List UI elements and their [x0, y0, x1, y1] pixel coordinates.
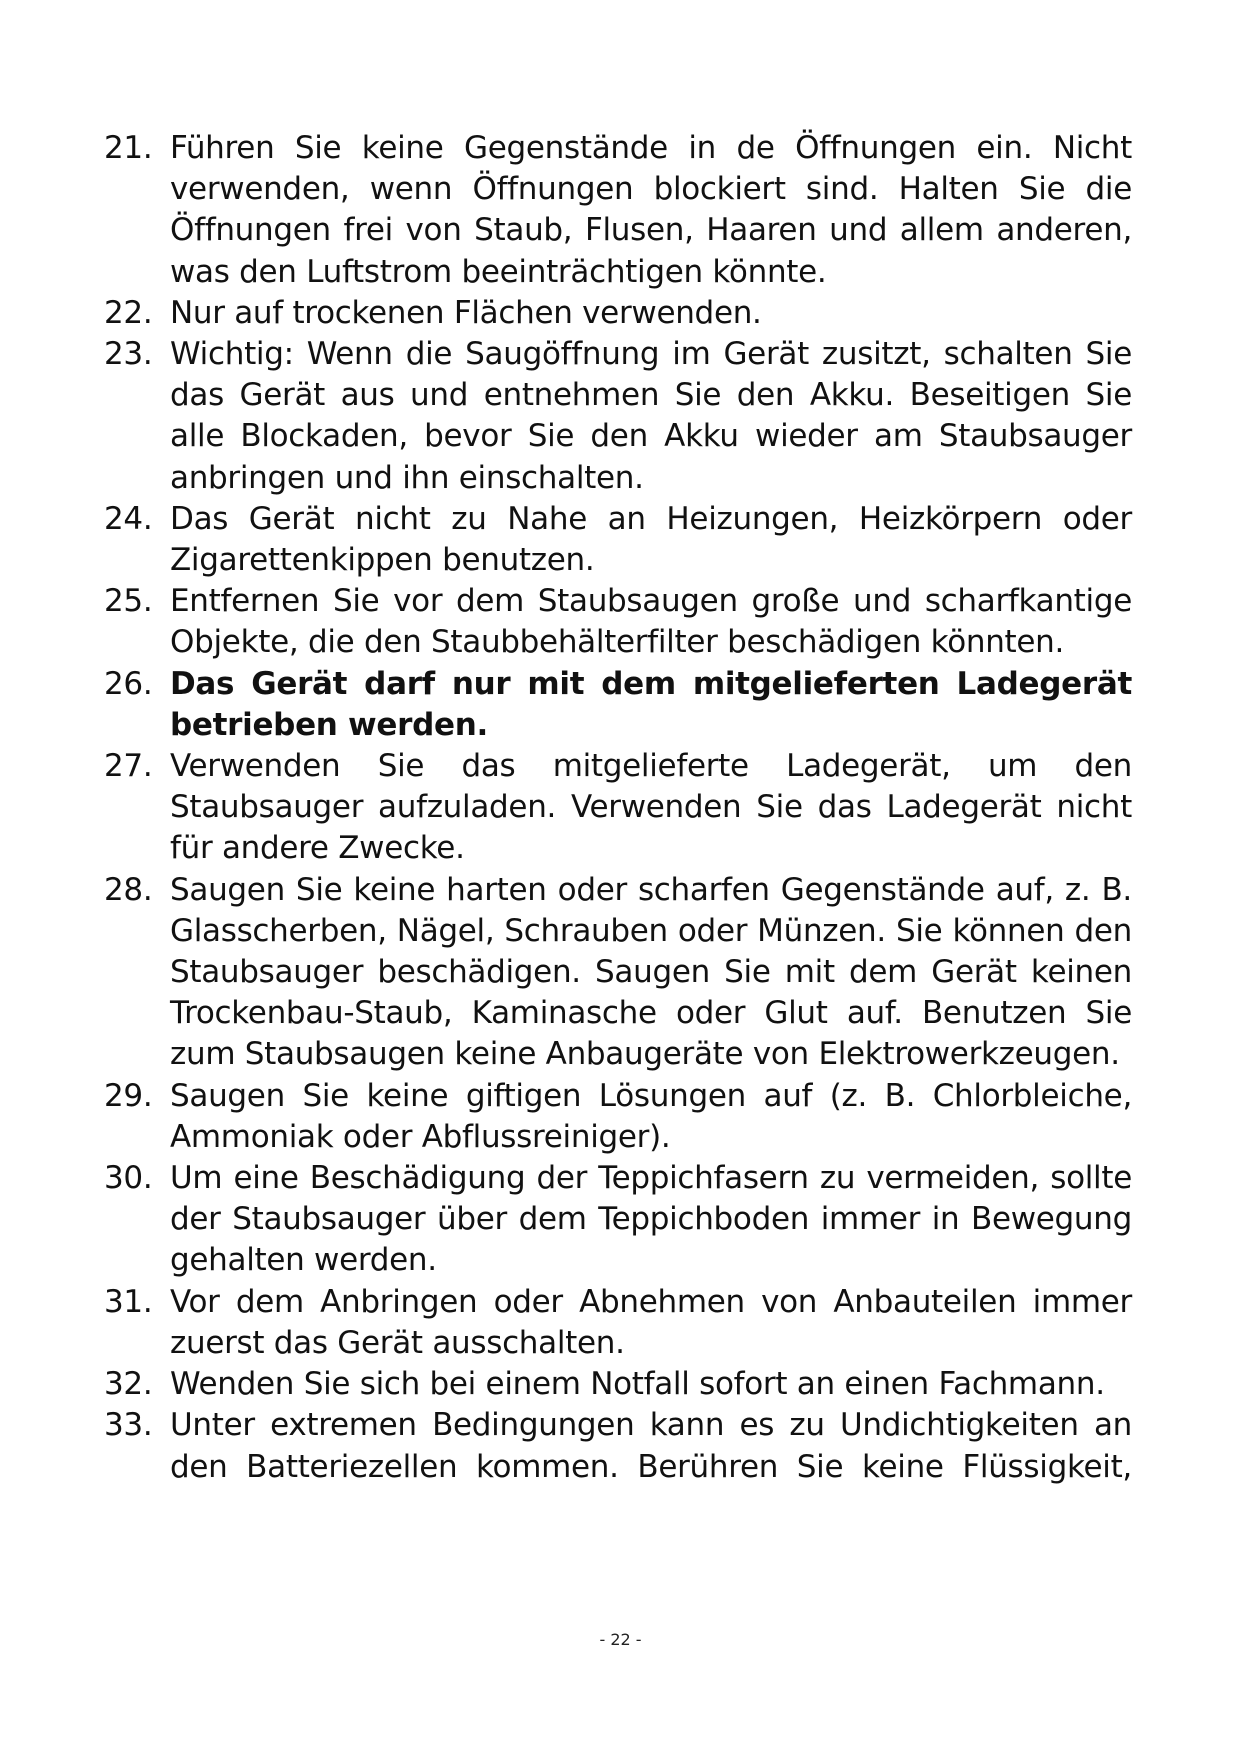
- item-text: Das Gerät nicht zu Nahe an Heizungen, Heizkörpern oder Zigarettenkippen benutzen.: [170, 500, 1132, 579]
- list-item-27: [104, 746, 1132, 870]
- item-number: 30.: [104, 1160, 153, 1197]
- item-text: Führen Sie keine Gegenstände in de Öffnungen ein. Nicht verwenden, wenn Öffnungen blockiert sind. Halten Sie die Öffnungen frei von Staub, Flusen, Haaren und allem anderen, was den Luftstrom beeinträchtigen könnte.: [170, 130, 1132, 290]
- item-text-bold: Das Gerät darf nur mit dem mitgelieferten Ladegerät betrieben werden.: [170, 665, 1132, 743]
- item-number: 23.: [104, 336, 153, 373]
- item-number: 24.: [104, 500, 153, 537]
- item-text: Wenden Sie sich bei einem Notfall sofort an einen Fachmann.: [170, 1366, 1105, 1403]
- list-item-25: [104, 581, 1132, 663]
- item-number: 27.: [104, 748, 153, 785]
- item-text: Entfernen Sie vor dem Staubsaugen große und scharfkantige Objekte, die den Staubbehälterfilter beschädigen könnten.: [170, 583, 1132, 661]
- item-number: 31.: [104, 1283, 153, 1320]
- list-item-22: [104, 293, 1132, 334]
- item-text: Saugen Sie keine giftigen Lösungen auf (z. B. Chlorbleiche, Ammoniak oder Abflussreiniger).: [170, 1077, 1132, 1155]
- item-text: Saugen Sie keine harten oder scharfen Gegenstände auf, z. B. Glasscherben, Nägel, Schrauben oder Münzen. Sie können den Staubsauger beschädigen. Saugen Sie mit dem Gerät keinen Trockenbau-Staub, Kaminasche oder Glut auf. Benutzen Sie zum Staubsaugen keine Anbaugeräte von Elektrowerkzeugen.: [170, 871, 1132, 1073]
- list-item-33: [104, 1405, 1132, 1487]
- item-text: Unter extremen Bedingungen kann es zu Undichtigkeiten an den Batteriezellen kommen. Berühren Sie keine Flüssigkeit,: [170, 1407, 1132, 1485]
- item-text: Wichtig: Wenn die Saugöffnung im Gerät zusitzt, schalten Sie das Gerät aus und entnehmen Sie den Akku. Beseitigen Sie alle Blockaden, bevor Sie den Akku wieder am Staubsauger anbringen und ihn einschalten.: [170, 336, 1132, 496]
- item-number: 21.: [104, 130, 153, 166]
- list-item-29: [104, 1076, 1132, 1158]
- list-item-28: [104, 870, 1132, 1076]
- item-text: Um eine Beschädigung der Teppichfasern zu vermeiden, sollte der Staubsauger über dem Teppichboden immer in Bewegung gehalten werden.: [170, 1160, 1132, 1279]
- item-text: Verwenden Sie das mitgelieferte Ladegerät, um den Staubsauger aufzuladen. Verwenden Sie das Ladegerät nicht für andere Zwecke.: [170, 748, 1132, 867]
- item-number: 26.: [104, 665, 153, 702]
- item-number: 28.: [104, 871, 153, 908]
- item-number: 33.: [104, 1407, 153, 1444]
- list-item-31: [104, 1282, 1132, 1364]
- list-item-26: [104, 664, 1132, 746]
- item-text: Vor dem Anbringen oder Abnehmen von Anbauteilen immer zuerst das Gerät ausschalten.: [170, 1283, 1132, 1361]
- list-item-24: [104, 499, 1132, 581]
- list-item-21: [104, 128, 1132, 293]
- item-number: 29.: [104, 1077, 153, 1114]
- item-number: 32.: [104, 1366, 153, 1403]
- page-number: - 22 -: [599, 1630, 642, 1649]
- list-item-30: [104, 1158, 1132, 1282]
- item-number: 25.: [104, 583, 153, 620]
- item-text: Nur auf trockenen Flächen verwenden.: [170, 294, 762, 331]
- safety-instructions-list: [104, 128, 1132, 1488]
- list-item-32: [104, 1364, 1132, 1405]
- item-number: 22.: [104, 294, 153, 331]
- list-item-23: [104, 334, 1132, 499]
